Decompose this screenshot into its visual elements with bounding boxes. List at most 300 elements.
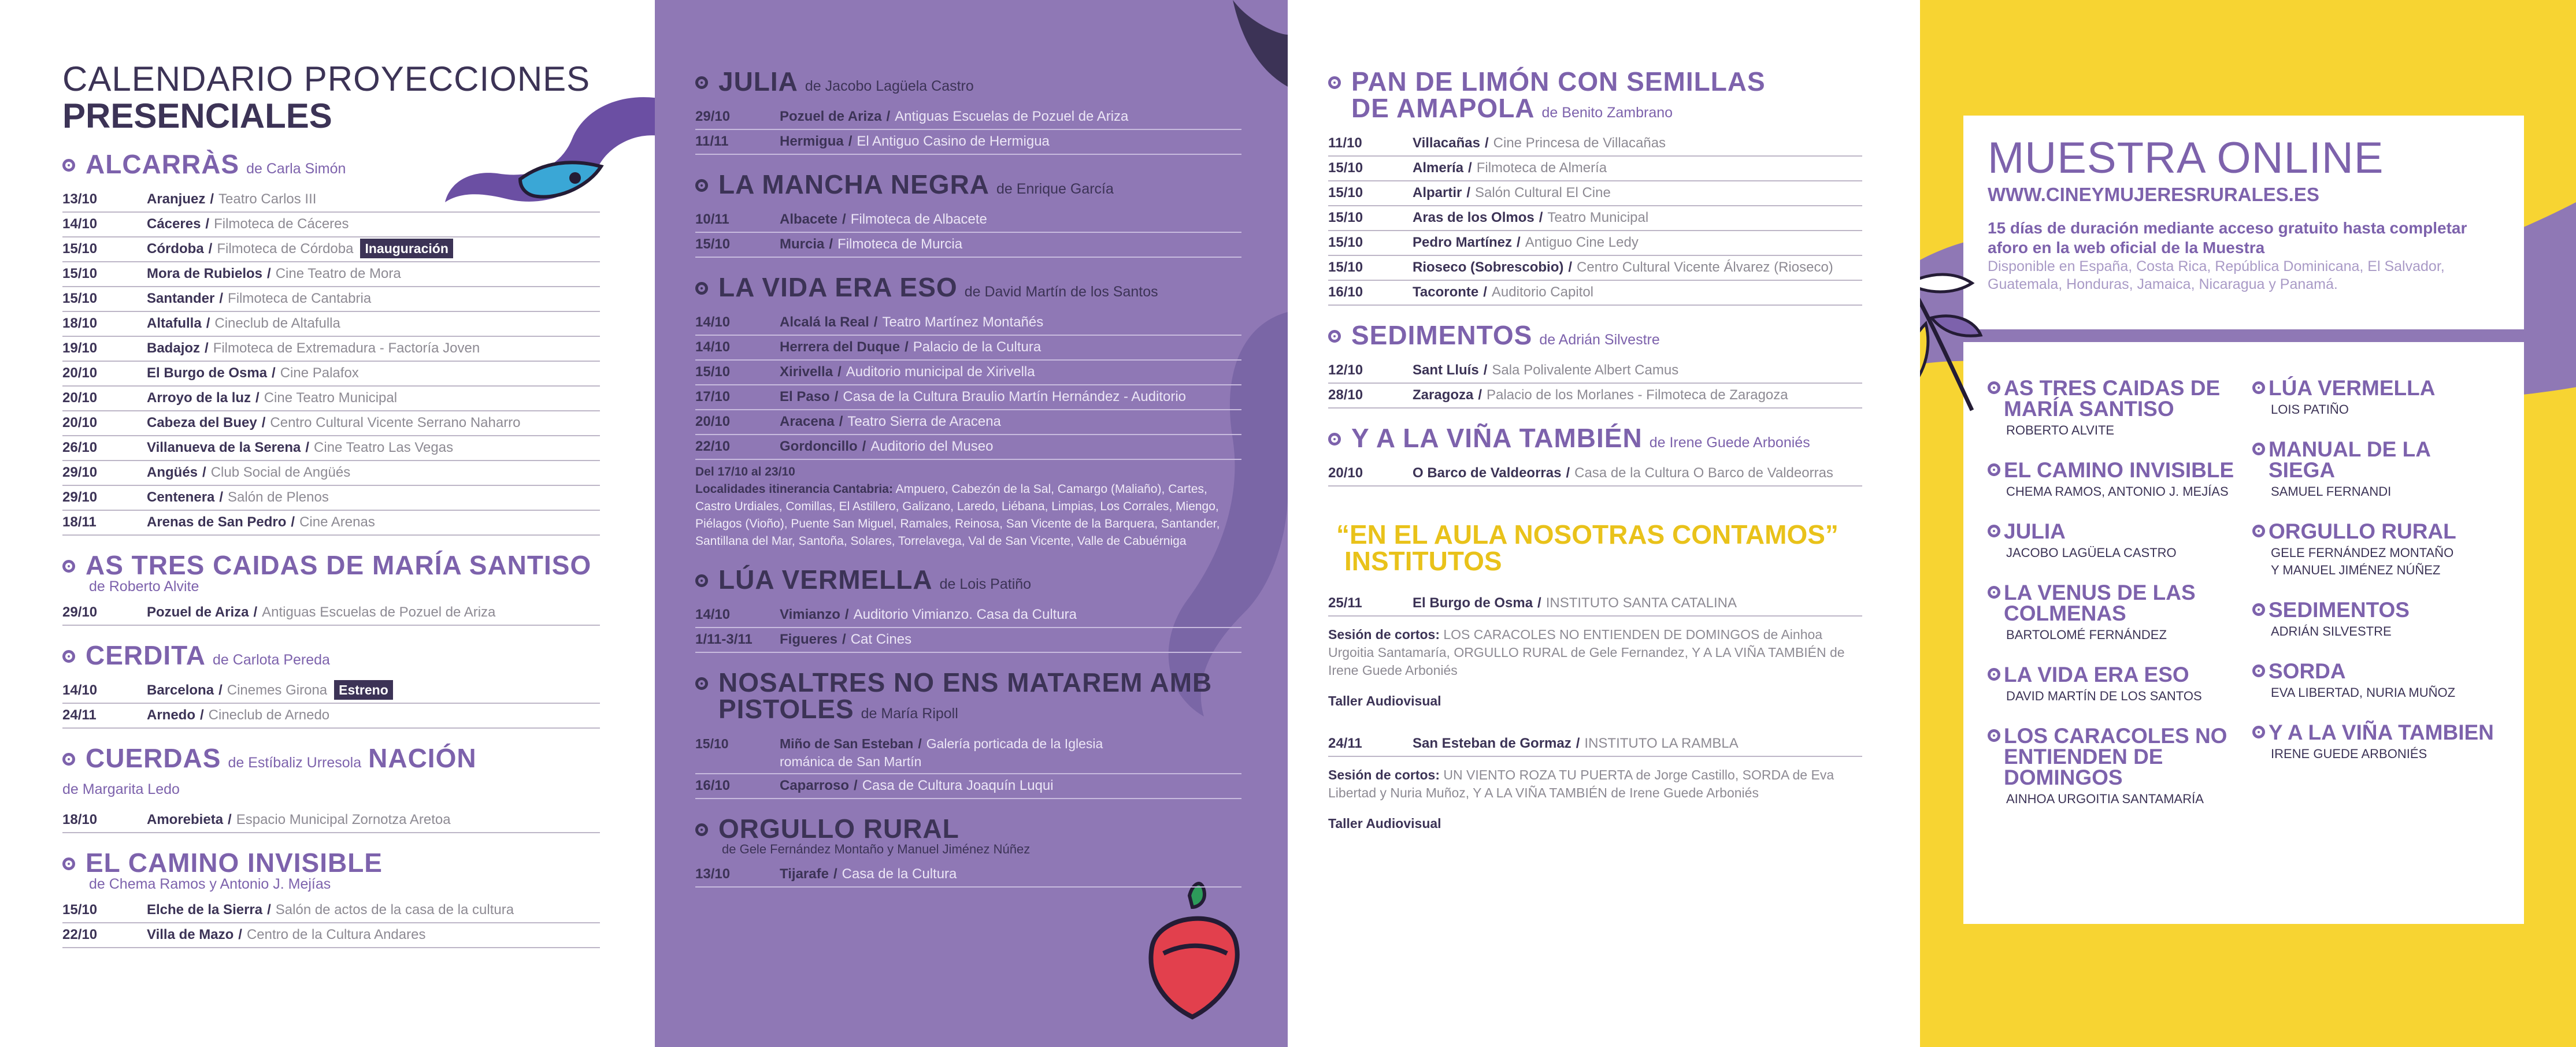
film-title: NOSALTRES NO ENS MATAREM AMB — [718, 667, 1213, 697]
screening-date: 20/10 — [62, 390, 98, 406]
film-title: JULIA — [718, 66, 798, 96]
screening-place: Cabeza del Buey — [147, 415, 257, 430]
online-film-title: LOS CARACOLES NO ENTIENDEN DE DOMINGOS — [2004, 724, 2227, 789]
screening-row: 24/11 San Esteban de Gormaz / INSTITUTO LA RAMBLA — [1328, 732, 1862, 757]
film-title: PAN DE LIMÓN CON SEMILLAS — [1351, 66, 1766, 96]
online-film-item — [2252, 722, 2500, 763]
circle-bullet-icon — [695, 823, 708, 836]
online-film-title: SEDIMENTOS — [2269, 598, 2410, 622]
circle-bullet-icon — [2252, 525, 2265, 537]
online-film-item — [1988, 378, 2235, 439]
circle-bullet-icon — [62, 753, 75, 766]
screening-place: San Esteban de Gormaz — [1413, 736, 1571, 751]
screening-venue: Filmoteca de Murcia — [837, 236, 963, 252]
screening-list — [62, 188, 600, 536]
separator: / — [208, 241, 213, 257]
online-film-director: ROBERTO ALVITE — [2006, 423, 2115, 437]
screening-row — [1328, 181, 1862, 206]
screening-place: Alpartir — [1413, 185, 1462, 201]
screening-place: Barcelona — [147, 682, 214, 698]
online-films-right-column — [2252, 378, 2500, 829]
film-mancha-negra — [695, 171, 1241, 258]
screening-venue: Filmoteca de Extremadura - Factoría Joven — [213, 340, 480, 356]
screening-date: 29/10 — [62, 489, 98, 505]
online-film-item — [2252, 600, 2500, 640]
screening-venue: INSTITUTO LA RAMBLA — [1584, 736, 1739, 751]
screening-venue: Cinemes Girona — [227, 682, 328, 698]
session-text: UN VIENTO ROZA TU PUERTA de Jorge Castillo, SORDA de Eva Libertad y Nuria Muñoz, Y A LA VIÑA TAMBIÉN de Irene Guede Arboniés — [1328, 767, 1834, 800]
film-nosaltres — [695, 669, 1241, 799]
screening-row — [695, 130, 1241, 155]
screening-place: Córdoba — [147, 241, 204, 257]
screening-date: 15/10 — [1328, 235, 1363, 250]
separator: / — [1539, 210, 1543, 225]
separator: / — [1478, 387, 1482, 403]
online-film-title: JULIA — [2004, 519, 2066, 543]
online-film-title: LA VENUS DE LAS COLMENAS — [2004, 581, 2196, 625]
film-title-line2: PISTOLES — [718, 694, 854, 724]
separator: / — [219, 291, 224, 306]
screening-venue: Centro Cultural Vicente Álvarez (Rioseco) — [1577, 259, 1833, 275]
screening-row — [695, 208, 1241, 233]
screening-row — [695, 774, 1241, 799]
screening-date: 15/10 — [62, 291, 98, 306]
circle-bullet-icon — [1988, 463, 2000, 476]
film-title: AS TRES CAIDAS DE MARÍA SANTISO — [86, 550, 592, 580]
screening-place: Centenera — [147, 489, 215, 505]
online-film-item — [2252, 378, 2500, 418]
screening-place: Mora de Rubielos — [147, 266, 263, 281]
screening-date: 18/10 — [62, 315, 98, 331]
online-film-director: AINHOA URGOITIA SANTAMARÍA — [2006, 792, 2204, 806]
screening-row — [62, 486, 600, 511]
film-pan-de-limon — [1328, 68, 1862, 306]
separator: / — [219, 489, 224, 505]
online-film-item — [2252, 521, 2500, 579]
screening-venue: Teatro Carlos III — [218, 191, 317, 207]
aula-title-line1: “EN EL AULA NOSOTRAS CONTAMOS” — [1336, 519, 1839, 550]
screening-place: El Burgo de Osma — [1413, 595, 1533, 611]
screening-date: 13/10 — [695, 866, 731, 882]
film-director: de Irene Guede Arboniés — [1649, 435, 1810, 451]
panel-presenciales-1 — [0, 0, 655, 1047]
leaf-branch-illustration — [1920, 220, 1984, 416]
separator: / — [200, 707, 204, 723]
separator: / — [1517, 235, 1521, 250]
screening-venue: Antiguo Cine Ledy — [1525, 235, 1639, 250]
screening-place: Gordoncillo — [780, 439, 858, 454]
online-film-director: GELE FERNÁNDEZ MONTAÑO Y MANUEL JIMÉNEZ NÚÑEZ — [2271, 545, 2454, 577]
screening-venue: Teatro Martínez Montañés — [882, 314, 1044, 330]
screening-venue: Antiguas Escuelas de Pozuel de Ariza — [262, 604, 496, 620]
screening-date: 15/10 — [62, 241, 98, 257]
screening-row — [62, 287, 600, 312]
online-film-director: SAMUEL FERNANDI — [2271, 484, 2392, 499]
screening-row — [1328, 157, 1862, 181]
separator: / — [205, 216, 210, 232]
screening-row — [62, 601, 600, 626]
screening-date: 15/10 — [695, 236, 731, 252]
separator: / — [848, 133, 853, 149]
screening-date: 18/10 — [62, 812, 98, 827]
online-film-title: EL CAMINO INVISIBLE — [2004, 458, 2234, 482]
screening-venue: Cine Palafox — [280, 365, 359, 381]
screening-date: 20/10 — [62, 365, 98, 381]
screening-venue: Cine Princesa de Villacañas — [1493, 135, 1666, 151]
film-director: de Roberto Alvite — [89, 578, 199, 595]
online-film-item — [1988, 460, 2235, 500]
circle-bullet-icon — [1988, 525, 2000, 537]
screening-place: El Paso — [780, 389, 830, 404]
screening-place: Pozuel de Ariza — [780, 109, 882, 124]
screening-row — [1328, 132, 1862, 157]
screening-row — [62, 923, 600, 948]
screening-place: Murcia — [780, 236, 825, 252]
screening-venue: Sala Polivalente Albert Camus — [1492, 362, 1679, 378]
screening-list — [695, 105, 1241, 155]
screening-list — [1328, 462, 1862, 487]
separator: / — [255, 390, 260, 406]
circle-bullet-icon — [1988, 729, 2000, 742]
screening-date: 22/10 — [695, 439, 731, 454]
screening-place: Zaragoza — [1413, 387, 1474, 403]
session-label: Sesión de cortos: — [1328, 627, 1440, 642]
screening-row — [62, 899, 600, 923]
screening-date: 16/10 — [695, 778, 731, 793]
screening-date: 11/11 — [695, 133, 729, 149]
taller-label: Taller Audiovisual — [1328, 693, 1441, 708]
itinerancia-label: Localidades itinerancia Cantabria: — [695, 482, 893, 496]
screening-venue: Teatro Municipal — [1547, 210, 1649, 225]
circle-bullet-icon — [695, 677, 708, 690]
screening-list — [695, 774, 1241, 799]
film-director: de Carlota Pereda — [213, 652, 330, 668]
separator: / — [267, 266, 271, 281]
screening-date: 28/10 — [1328, 387, 1363, 403]
online-film-title: LÚA VERMELLA — [2269, 376, 2436, 400]
screening-venue: Cine Teatro Municipal — [264, 390, 398, 406]
screening-place: Villacañas — [1413, 135, 1480, 151]
screening-row — [62, 679, 600, 704]
circle-bullet-icon — [2252, 726, 2265, 738]
online-film-item — [1988, 664, 2235, 705]
screening-row — [62, 362, 600, 387]
online-film-title: LA VIDA ERA ESO — [2004, 663, 2189, 686]
film-vida-era-eso — [695, 274, 1241, 550]
screening-place: Pozuel de Ariza — [147, 604, 249, 620]
online-url-link[interactable]: WWW.CINEYMUJERESRURALES.ES — [1988, 184, 2319, 205]
screening-badge: Estreno — [334, 680, 393, 700]
online-films-left-column — [1988, 378, 2235, 829]
circle-bullet-icon — [1328, 330, 1341, 343]
screening-row — [62, 387, 600, 411]
film-director: de David Martín de los Santos — [964, 284, 1158, 300]
film-title: LÚA VERMELLA — [718, 565, 933, 595]
screening-date: 24/11 — [1328, 736, 1362, 751]
screening-place: Arnedo — [147, 707, 195, 723]
screening-date: 16/10 — [1328, 284, 1363, 300]
screening-date: 29/10 — [695, 109, 731, 124]
film-title: ALCARRÀS — [86, 149, 240, 179]
online-film-director: LOIS PATIÑO — [2271, 402, 2349, 417]
screening-row — [62, 337, 600, 362]
circle-bullet-icon — [1988, 668, 2000, 681]
online-film-item — [2252, 661, 2500, 701]
screening-date: 14/10 — [695, 314, 731, 330]
screening-row — [695, 385, 1241, 410]
screening-place: Santander — [147, 291, 215, 306]
film-director: de Chema Ramos y Antonio J. Mejías — [89, 876, 331, 892]
date-range: Del 17/10 al 23/10 — [695, 465, 795, 478]
screening-badge: Inauguración — [360, 239, 453, 258]
screening-date: 17/10 — [695, 389, 731, 404]
separator: / — [842, 211, 846, 227]
online-film-director: ADRIÁN SILVESTRE — [2271, 624, 2392, 638]
separator: / — [1568, 259, 1573, 275]
online-title: MUESTRA ONLINE — [1988, 133, 2384, 183]
screening-venue: Auditorio Capitol — [1491, 284, 1594, 300]
separator: / — [1468, 160, 1472, 176]
film-director: de Estíbaliz Urresola — [228, 755, 362, 771]
screening-row — [695, 233, 1241, 258]
screening-row — [62, 262, 600, 287]
screening-date: 20/10 — [1328, 465, 1363, 481]
online-film-item — [1988, 582, 2235, 644]
online-films-card — [1963, 342, 2524, 924]
film-title: Y A LA VIÑA TAMBIÉN — [1351, 423, 1643, 453]
screening-row — [62, 511, 600, 536]
film-cuerdas-nacion — [62, 745, 600, 833]
separator: / — [218, 682, 223, 698]
screening-venue: Club Social de Angüés — [210, 465, 351, 480]
screening-list — [1328, 359, 1862, 409]
screening-date: 14/10 — [62, 216, 98, 232]
online-film-title: MANUAL DE LA SIEGA — [2269, 437, 2430, 482]
screening-place: Rioseco (Sobrescobio) — [1413, 259, 1564, 275]
screening-date: 25/11 — [1328, 595, 1362, 611]
separator: / — [1566, 465, 1570, 481]
screening-place: Cáceres — [147, 216, 201, 232]
screening-date: 22/10 — [62, 927, 98, 942]
screening-row: 25/11 El Burgo de Osma / INSTITUTO SANTA CATALINA — [1328, 592, 1862, 617]
circle-bullet-icon — [2252, 664, 2265, 677]
screening-date: 1/11-3/11 — [695, 632, 753, 647]
screening-row — [695, 603, 1241, 628]
screening-venue: Auditorio Vimianzo. Casa da Cultura — [853, 607, 1077, 622]
film-title: SEDIMENTOS — [1351, 320, 1533, 350]
screening-venue: Teatro Sierra de Aracena — [847, 414, 1001, 429]
separator: / — [844, 607, 849, 622]
film-director: de María Ripoll — [861, 706, 958, 722]
film-title-line2: DE AMAPOLA — [1351, 93, 1535, 123]
taller-label: Taller Audiovisual — [1328, 816, 1441, 831]
film-title: CUERDAS — [86, 743, 221, 773]
aula-section-title — [1336, 521, 1862, 574]
screening-venue: Centro Cultural Vicente Serrano Naharro — [270, 415, 521, 430]
circle-bullet-icon — [62, 857, 75, 870]
screening-row — [695, 105, 1241, 130]
screening-date: 11/10 — [1328, 135, 1362, 151]
screening-date: 29/10 — [62, 604, 98, 620]
circle-bullet-icon — [1328, 433, 1341, 445]
screening-place: Altafulla — [147, 315, 202, 331]
screening-place: Hermigua — [780, 133, 844, 149]
separator: / — [829, 236, 833, 252]
screening-venue: Casa de la Cultura Braulio Martín Hernández - Auditorio — [843, 389, 1187, 404]
screening-row — [62, 808, 600, 833]
separator: / — [210, 191, 214, 207]
screening-venue: Casa de la Cultura — [842, 866, 957, 882]
screening-venue: Filmoteca de Almería — [1476, 160, 1607, 176]
screening-place: Alcalá la Real — [780, 314, 869, 330]
separator: / — [839, 414, 843, 429]
circle-bullet-icon — [695, 282, 708, 295]
screening-list — [695, 603, 1241, 653]
screening-place: Aras de los Olmos — [1413, 210, 1535, 225]
screening-venue: Cat Cines — [850, 632, 912, 647]
circle-bullet-icon — [695, 76, 708, 89]
screening-list — [1328, 132, 1862, 306]
online-film-director: IRENE GUEDE ARBONIÉS — [2271, 747, 2427, 761]
screening-place: Aranjuez — [147, 191, 206, 207]
film-title: EL CAMINO INVISIBLE — [86, 848, 383, 878]
screening-venue: Casa de la Cultura O Barco de Valdeorras — [1574, 465, 1833, 481]
film-tres-caidas — [62, 552, 600, 626]
separator: / — [1483, 284, 1487, 300]
screening-row — [1328, 231, 1862, 256]
screening-venue: Salón de actos de la casa de la cultura — [275, 902, 514, 918]
screening-venue: Cine Teatro de Mora — [275, 266, 401, 281]
film-orgullo-rural — [695, 815, 1241, 888]
separator: / — [238, 927, 242, 942]
aula-event-2 — [1328, 732, 1862, 831]
separator: / — [253, 604, 258, 620]
screening-row — [695, 361, 1241, 385]
screening-date: 14/10 — [62, 682, 98, 698]
panel-presenciales-3 — [1288, 0, 1920, 1047]
film-director: de Adrián Silvestre — [1539, 332, 1660, 348]
screening-date: 15/10 — [62, 902, 98, 918]
screening-venue: Palacio de los Morlanes - Filmoteca de Zaragoza — [1487, 387, 1788, 403]
panel-online — [1920, 0, 2576, 1047]
separator: / — [834, 389, 839, 404]
screening-row — [695, 628, 1241, 653]
screening-date: 18/11 — [62, 514, 97, 530]
screening-list — [695, 863, 1241, 888]
screening-date: 15/10 — [1328, 185, 1363, 201]
film-director: de Carla Simón — [246, 161, 346, 177]
screening-place: Tijarafe — [780, 866, 829, 882]
film-camino-invisible — [62, 849, 600, 948]
circle-bullet-icon — [62, 159, 75, 172]
online-film-item — [2252, 439, 2500, 500]
screening-row — [695, 311, 1241, 336]
header-title: CALENDARIO PROYECCIONES — [62, 60, 591, 98]
online-film-title: Y A LA VIÑA TAMBIEN — [2269, 721, 2494, 744]
screening-place: Figueres — [780, 632, 838, 647]
screening-venue: Cine Teatro Las Vegas — [314, 440, 454, 455]
separator: / — [854, 778, 858, 793]
screening-venue: Filmoteca de Córdoba — [217, 241, 354, 257]
separator: / — [291, 514, 295, 530]
online-film-item — [1988, 726, 2235, 808]
separator: / — [202, 465, 206, 480]
screening-row — [695, 336, 1241, 361]
screening-row — [62, 461, 600, 486]
circle-bullet-icon — [2252, 603, 2265, 616]
separator: / — [305, 440, 310, 455]
online-film-director: BARTOLOMÉ FERNÁNDEZ — [2006, 628, 2167, 642]
separator: / — [837, 364, 842, 380]
screening-row — [695, 863, 1241, 888]
online-film-director: JACOBO LAGÜELA CASTRO — [2006, 545, 2177, 560]
separator: / — [842, 632, 846, 647]
separator: / — [905, 339, 909, 355]
screening-row — [1328, 256, 1862, 281]
screening-list — [62, 899, 600, 948]
screening-venue: Palacio de la Cultura — [913, 339, 1041, 355]
screening-venue: El Antiguo Casino de Hermigua — [857, 133, 1050, 149]
separator: / — [873, 314, 878, 330]
screening-place: Caparroso — [780, 778, 850, 793]
online-film-title: ORGULLO RURAL — [2269, 519, 2456, 543]
screening-date: 20/10 — [62, 415, 98, 430]
circle-bullet-icon — [62, 650, 75, 663]
screening-place: Sant Lluís — [1413, 362, 1479, 378]
film-director: de Benito Zambrano — [1541, 105, 1673, 121]
screening-venue: Galería porticada de la Iglesia — [926, 736, 1103, 751]
screening-place: Tacoronte — [1413, 284, 1479, 300]
screening-place: Elche de la Sierra — [147, 902, 263, 918]
circle-bullet-icon — [1328, 76, 1341, 89]
separator: / — [1483, 362, 1488, 378]
panel-presenciales-2 — [655, 0, 1288, 1047]
online-film-director: EVA LIBERTAD, NURIA MUÑOZ — [2271, 685, 2456, 700]
film-title: LA VIDA ERA ESO — [718, 272, 958, 302]
circle-bullet-icon — [1988, 586, 2000, 599]
film-title: CERDITA — [86, 640, 206, 670]
film-director: de Jacobo Lagüela Castro — [805, 78, 974, 94]
separator: / — [1466, 185, 1471, 201]
screening-venue: Filmoteca de Cantabria — [228, 291, 372, 306]
screening-list — [695, 311, 1241, 460]
circle-bullet-icon — [1988, 381, 2000, 394]
screening-row — [62, 188, 600, 213]
screening-venue: Casa de Cultura Joaquín Luqui — [862, 778, 1054, 793]
separator: / — [228, 812, 232, 827]
screening-row — [62, 411, 600, 436]
separator: / — [1484, 135, 1489, 151]
separator: / — [862, 439, 866, 454]
film-sedimentos — [1328, 322, 1862, 409]
screening-place: Almería — [1413, 160, 1464, 176]
screening-row — [62, 237, 600, 262]
film-director: de Lois Patiño — [939, 576, 1032, 592]
online-description: 15 días de duración mediante acceso gratuito hasta completar aforo en la web oficial de la Muestra — [1988, 219, 2467, 257]
screening-venue: Antiguas Escuelas de Pozuel de Ariza — [895, 109, 1129, 124]
screening-venue: Filmoteca de Cáceres — [214, 216, 349, 232]
separator: / — [267, 902, 271, 918]
screening-date: 26/10 — [62, 440, 98, 455]
screening-venue: Filmoteca de Albacete — [850, 211, 987, 227]
separator: / — [272, 365, 276, 381]
screening-row — [1328, 281, 1862, 306]
circle-bullet-icon — [695, 574, 708, 587]
screening-place: Miño de San Esteban — [780, 736, 914, 751]
screening-date: 15/10 — [1328, 210, 1363, 225]
screening-place: O Barco de Valdeorras — [1413, 465, 1562, 481]
itinerancia-note — [695, 463, 1241, 550]
